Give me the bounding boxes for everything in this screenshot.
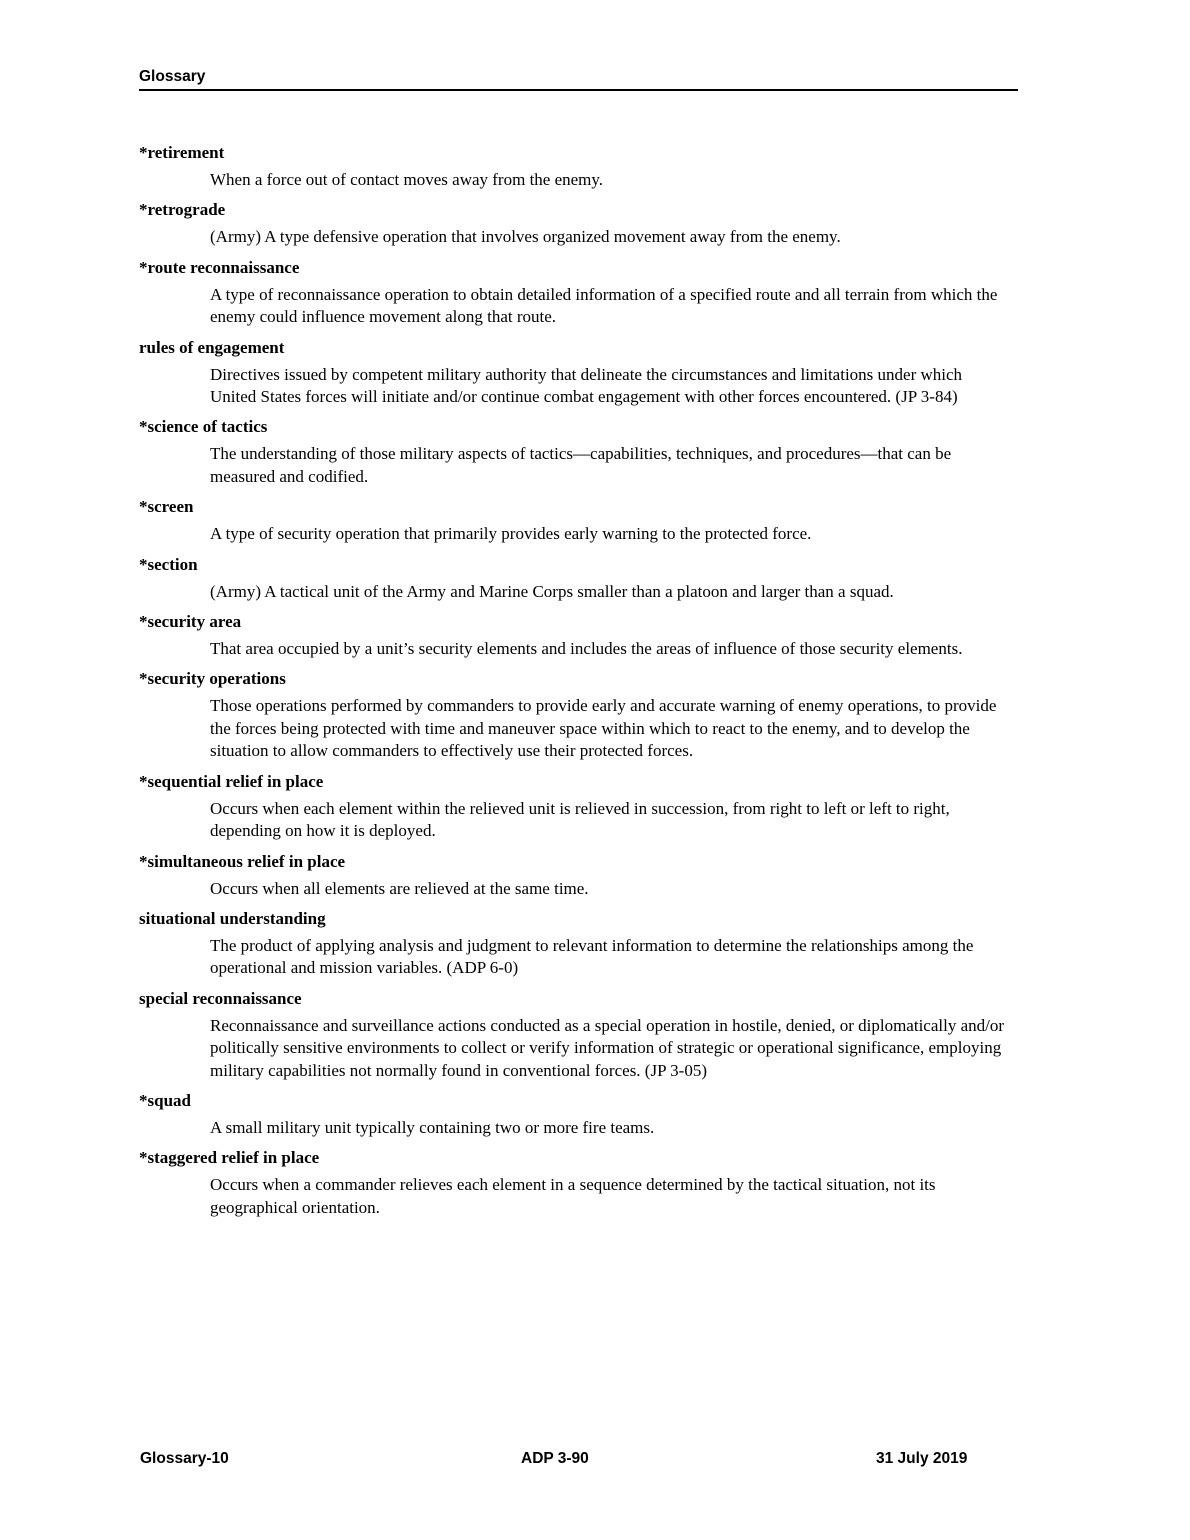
glossary-term: special reconnaissance xyxy=(139,988,302,1008)
page-footer xyxy=(0,1450,1190,1472)
glossary-term: *section xyxy=(139,554,198,574)
glossary-definition: A type of reconnaissance operation to obtain detailed information of a specified route and all terrain from which the enemy could influence movement along that route. xyxy=(210,284,998,327)
glossary-entry xyxy=(139,199,1019,248)
glossary-term: *simultaneous relief in place xyxy=(139,851,346,871)
glossary-definition: A type of security operation that primarily provides early warning to the protected force. xyxy=(210,524,812,544)
glossary-term: *squad xyxy=(139,1090,191,1110)
glossary-entry xyxy=(139,771,1019,843)
header-title: Glossary xyxy=(139,68,206,85)
glossary-entry xyxy=(139,142,1019,191)
glossary-definition: Occurs when a commander relieves each element in a sequence determined by the tactical situation, not its geographical orientation. xyxy=(210,1175,936,1217)
footer-page-number: Glossary-10 xyxy=(140,1450,229,1467)
glossary-definition: That area occupied by a unit’s security elements and includes the areas of influence of those security elements. xyxy=(210,639,963,659)
glossary-term: rules of engagement xyxy=(139,337,285,357)
glossary-entry xyxy=(139,1147,1019,1219)
footer-publication: ADP 3-90 xyxy=(521,1450,589,1467)
glossary-definition: The understanding of those military aspects of tactics—capabilities, techniques, and procedures—that can be measured and codified. xyxy=(210,444,952,486)
glossary-term: situational understanding xyxy=(139,908,326,928)
glossary-entry xyxy=(139,337,1019,409)
glossary-term: *sequential relief in place xyxy=(139,771,324,791)
glossary-entries xyxy=(139,142,1019,1227)
glossary-term: *security operations xyxy=(139,669,286,689)
glossary-definition: When a force out of contact moves away from the enemy. xyxy=(210,170,604,189)
glossary-term: *route reconnaissance xyxy=(139,257,300,277)
footer-date: 31 July 2019 xyxy=(876,1450,968,1467)
glossary-definition: (Army) A tactical unit of the Army and Marine Corps smaller than a platoon and larger than a squad. xyxy=(210,581,894,601)
glossary-term: *staggered relief in place xyxy=(139,1148,320,1168)
glossary-definition: Those operations performed by commanders to provide early and accurate warning of enemy operations, to provide the forces being protected with time and maneuver space within which to react to the enemy, and to develop the situation to allow commanders to effectively use their protected forces. xyxy=(210,696,997,761)
glossary-term: *retirement xyxy=(139,143,225,162)
glossary-term: *retrograde xyxy=(139,200,226,220)
glossary-entry xyxy=(139,496,1019,545)
glossary-entry xyxy=(139,668,1019,762)
glossary-term: *science of tactics xyxy=(139,417,268,437)
glossary-entry xyxy=(139,257,1019,329)
glossary-entry xyxy=(139,611,1019,660)
glossary-definition: Occurs when each element within the relieved unit is relieved in succession, from right to left or left to right, depending on how it is deployed. xyxy=(210,798,950,841)
glossary-definition: Reconnaissance and surveillance actions conducted as a special operation in hostile, denied, or diplomatically and/or politically sensitive environments to collect or verify information of strategic or operational significance, employing military capabilities not normally found in conventional forces. (JP 3-05) xyxy=(210,1015,1005,1080)
glossary-definition: Occurs when all elements are relieved at the same time. xyxy=(210,878,589,898)
glossary-definition: The product of applying analysis and judgment to relevant information to determine the relationships among the operational and mission variables. (ADP 6-0) xyxy=(210,935,974,978)
glossary-entry xyxy=(139,554,1019,603)
glossary-entry xyxy=(139,988,1019,1082)
glossary-definition: (Army) A type defensive operation that involves organized movement away from the enemy. xyxy=(210,227,841,247)
glossary-term: *screen xyxy=(139,497,194,517)
glossary-definition: A small military unit typically containing two or more fire teams. xyxy=(210,1117,655,1137)
glossary-entry xyxy=(139,416,1019,488)
glossary-entry xyxy=(139,851,1019,900)
glossary-entry xyxy=(139,1090,1019,1139)
glossary-definition: Directives issued by competent military authority that delineate the circumstances and limitations under which United States forces will initiate and/or continue combat engagement with other forces encountered. (JP 3-84) xyxy=(210,364,963,407)
running-header xyxy=(139,68,1018,91)
glossary-entry xyxy=(139,908,1019,980)
glossary-term: *security area xyxy=(139,612,242,632)
